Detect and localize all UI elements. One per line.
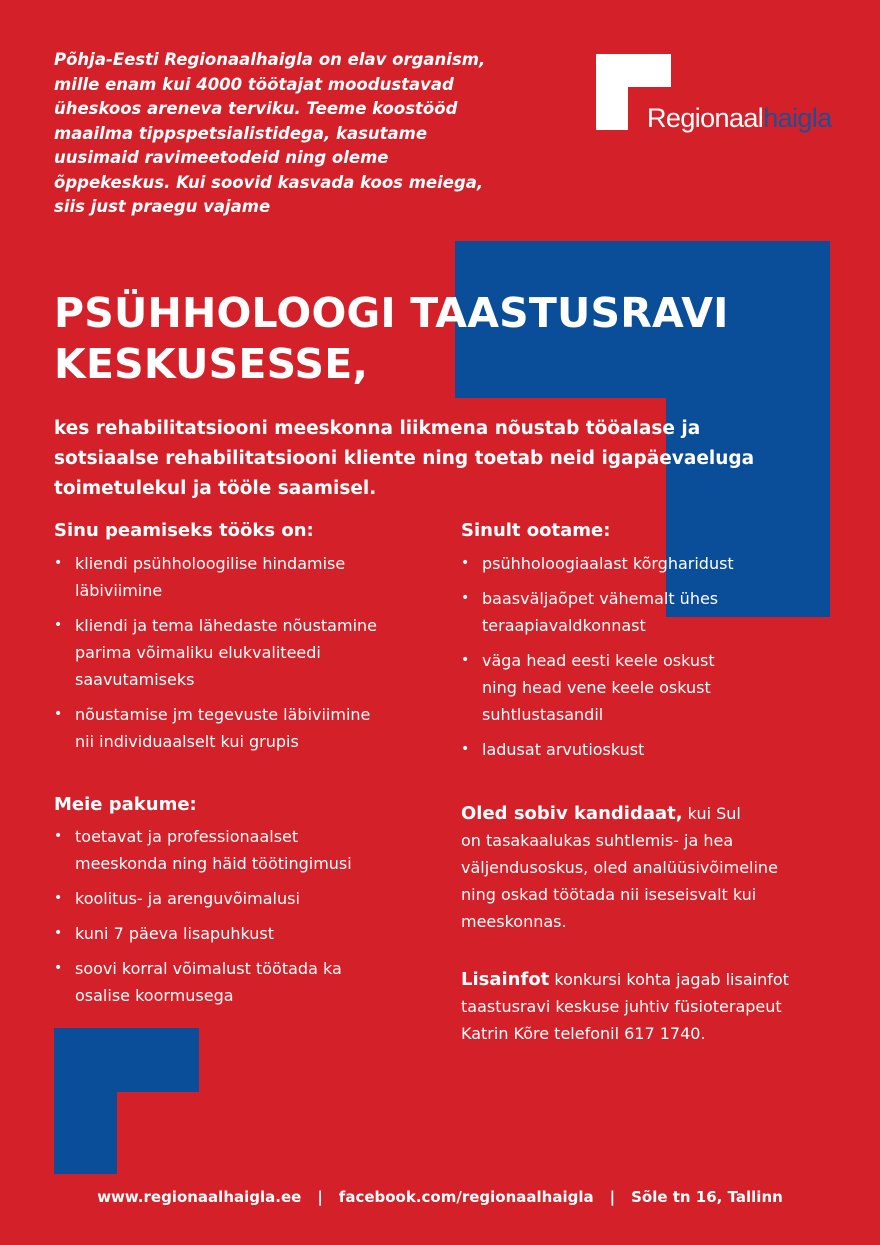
facebook-link[interactable]: facebook.com/regionaalhaigla [338, 1188, 594, 1206]
paragraph-line: meeskonnas. [461, 912, 567, 931]
intro-text [54, 48, 504, 220]
list-item-line: saavutamiseks [75, 670, 195, 689]
job-title-line: PSÜHHOLOOGI TAASTUSRAVI [54, 289, 729, 337]
list-item-line: teraapiavaldkonnast [482, 616, 646, 635]
job-subtitle-line: kes rehabilitatsiooni meeskonna liikmena nõustab tööalase ja [54, 418, 701, 439]
bullet-icon: • [54, 555, 63, 571]
job-subtitle-line: toimetulekul ja tööle saamisel. [54, 478, 377, 499]
list-item-line: baasväljaõpet vähemalt ühes [482, 589, 719, 608]
list-item-line: kliendi psühholoogilise hindamise [75, 554, 346, 573]
bullet-icon: • [54, 617, 63, 633]
job-title [54, 288, 729, 390]
paragraph-text: kui Sul [682, 804, 741, 823]
bullet-icon: • [54, 925, 63, 941]
bullet-icon: • [54, 890, 63, 906]
list-item-line: parima võimaliku elukvaliteedi [75, 643, 321, 662]
contact-info-paragraph [461, 966, 841, 1047]
list-item [54, 823, 434, 877]
logo-wordmark [647, 102, 832, 134]
list-item-line: ning head vene keele oskust [482, 678, 711, 697]
bullet-icon: • [54, 706, 63, 722]
list-item [461, 585, 831, 639]
logo-word-part1: Regionaal [647, 103, 764, 133]
list-item-line: toetavat ja professionaalset [75, 827, 299, 846]
paragraph-line: on tasakaalukas suhtlemis- ja hea [461, 831, 734, 850]
offer-title: Meie pakume: [54, 794, 197, 815]
duties-title: Sinu peamiseks tööks on: [54, 520, 314, 541]
intro-line: mille enam kui 4000 töötajat moodustavad [54, 74, 454, 94]
list-item [461, 647, 831, 728]
list-item-line: väga head eesti keele oskust [482, 651, 715, 670]
list-item [54, 955, 434, 1009]
paragraph-line: taastusravi keskuse juhtiv füsioterapeut [461, 997, 782, 1016]
job-title-line: KESKUSESSE, [54, 340, 369, 388]
footer [0, 1186, 880, 1208]
paragraph-line: väljendusoskus, oled analüüsivõimeline [461, 858, 778, 877]
footer-separator: | [609, 1188, 616, 1206]
job-subtitle [54, 414, 814, 504]
website-link[interactable]: www.regionaalhaigla.ee [97, 1188, 302, 1206]
list-item [461, 550, 831, 577]
paragraph-line [461, 800, 841, 827]
suitable-candidate-paragraph [461, 800, 841, 935]
paragraph-line: ning oskad töötada nii iseseisvalt kui [461, 885, 757, 904]
list-item-line: osalise koormusega [75, 986, 234, 1005]
list-item-line: soovi korral võimalust töötada ka [75, 959, 342, 978]
list-item [54, 612, 434, 693]
list-item [54, 701, 434, 755]
intro-line: Põhja-Eesti Regionaalhaigla on elav organism, [54, 50, 486, 69]
list-item-line: nõustamise jm tegevuste läbiviimine [75, 705, 371, 724]
list-item-line: kliendi ja tema lähedaste nõustamine [75, 616, 377, 635]
list-item-line: suhtlustasandil [482, 705, 604, 724]
paragraph-text: konkursi kohta jagab lisainfot [549, 970, 789, 989]
info-lead: Lisainfot [461, 969, 550, 990]
requirements-title: Sinult ootame: [461, 520, 611, 541]
intro-line: üheskoos areneva terviku. Teeme koostööd [54, 99, 458, 118]
suitable-lead: Oled sobiv kandidaat, [461, 803, 683, 824]
requirements-list [461, 550, 831, 771]
bullet-icon: • [461, 555, 470, 571]
job-subtitle-line: sotsiaalse rehabilitatsiooni kliente ning toetab neid igapäevaeluga [54, 448, 755, 469]
paragraph-line: Katrin Kõre telefonil 617 1740. [461, 1024, 706, 1043]
list-item-line: nii individuaalselt kui grupis [75, 732, 299, 751]
list-item-line: psühholoogiaalast kõrgharidust [482, 554, 734, 573]
offer-list [54, 823, 434, 1017]
decor-red-cutout-bottom [117, 1092, 199, 1174]
bullet-icon: • [461, 652, 470, 668]
duties-list [54, 550, 434, 763]
bullet-icon: • [461, 590, 470, 606]
list-item [54, 920, 434, 947]
bullet-icon: • [54, 960, 63, 976]
list-item-line: kuni 7 päeva lisapuhkust [75, 924, 275, 943]
list-item-line: ladusat arvutioskust [482, 740, 645, 759]
bullet-icon: • [54, 828, 63, 844]
address-text: Sõle tn 16, Tallinn [631, 1188, 783, 1206]
list-item-line: läbiviimine [75, 581, 163, 600]
paragraph-line [461, 966, 841, 993]
bullet-icon: • [461, 741, 470, 757]
footer-separator: | [317, 1188, 323, 1206]
list-item [54, 550, 434, 604]
list-item [54, 885, 434, 912]
list-item-line: koolitus- ja arenguvõimalusi [75, 889, 300, 908]
logo-word-part2: haigla [763, 103, 832, 133]
list-item-line: meeskonda ning häid töötingimusi [75, 854, 352, 873]
intro-line: siis just praegu vajame [54, 197, 271, 216]
intro-line: õppekeskus. Kui soovid kasvada koos meiega, [54, 172, 484, 192]
list-item [461, 736, 831, 763]
intro-line: uusimaid ravimeetodeid ning oleme [54, 148, 389, 167]
intro-line: maailma tippspetsialistidega, kasutame [54, 123, 428, 143]
